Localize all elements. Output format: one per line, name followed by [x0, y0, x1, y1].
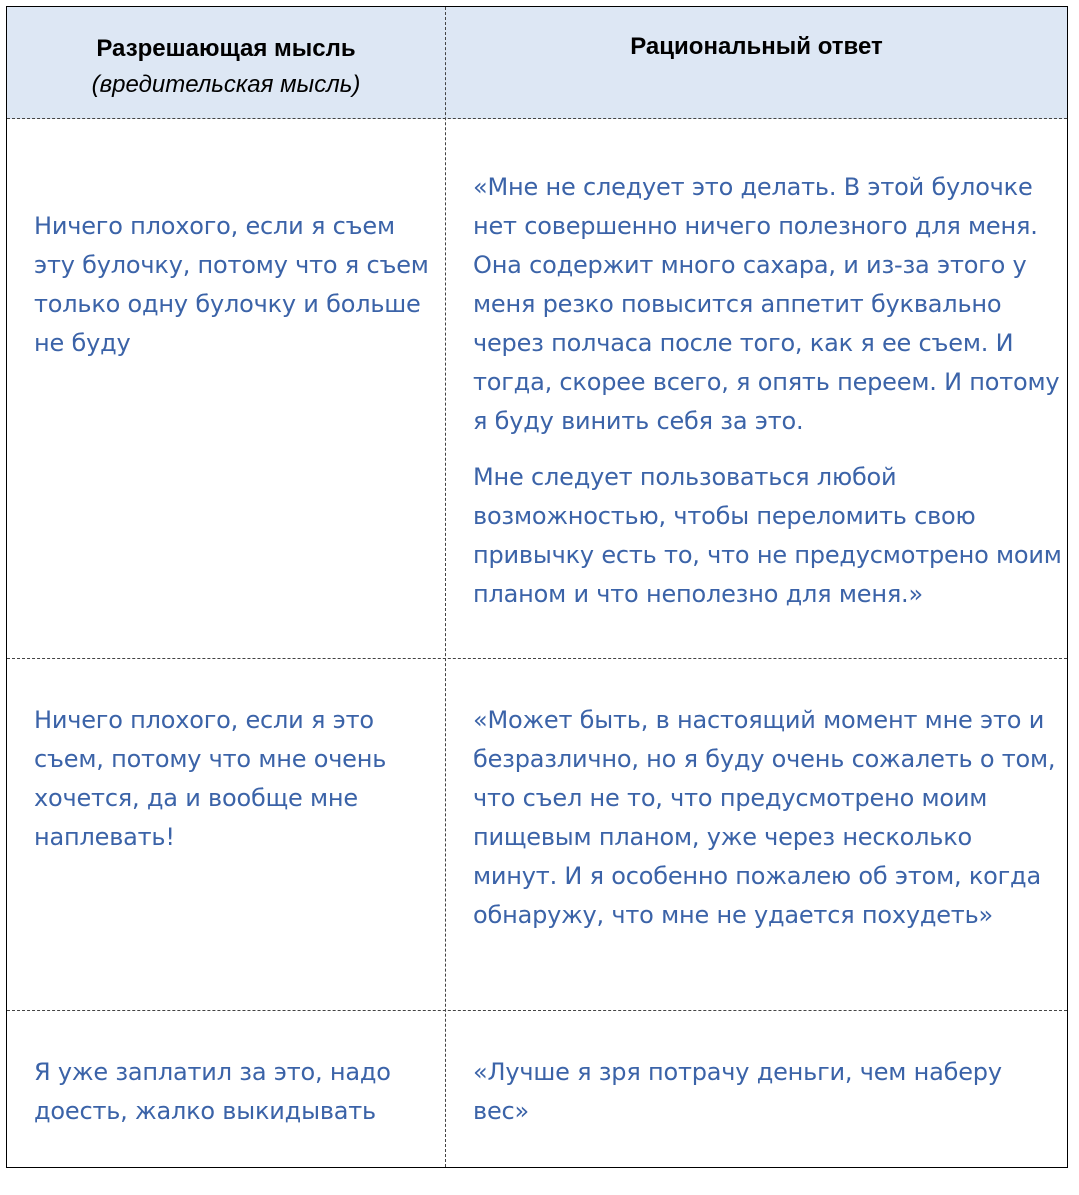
header-right-cell	[446, 7, 1067, 119]
header-left-cell	[7, 7, 445, 119]
header-right-title: Рациональный ответ	[630, 33, 883, 60]
response-paragraph: Мне следует пользоваться любой возможностью, чтобы переломить свою привычку есть то, что не предусмотрено моим планом и что неполезно для меня.»	[473, 463, 1062, 608]
thoughts-table	[6, 6, 1068, 1168]
response-paragraph: «Мне не следует это делать. В этой булочке нет совершенно ничего полезного для меня. Она содержит много сахара, и из-за этого у меня резко повысится аппетит буквально через полчаса после того, как я ее съем. И тогда, скорее всего, я опять переем. И потому я буду винить себя за это.	[473, 173, 1060, 435]
thought-cell: Я уже заплатил за это, надо доесть, жалко выкидывать	[34, 1058, 391, 1125]
table-row	[7, 119, 1067, 659]
thought-cell: Ничего плохого, если я съем эту булочку, потому что я съем только одну булочку и больше не буду	[34, 212, 429, 357]
table-row	[7, 659, 1067, 1011]
header-left-title: Разрешающая мысль	[96, 35, 356, 62]
response-paragraph: «Может быть, в настоящий момент мне это и безразлично, но я буду очень сожалеть о том, что съел не то, что предусмотрено моим пищевым планом, уже через несколько минут. И я особенно пожалею об этом, когда обнаружу, что мне не удается похудеть»	[473, 706, 1056, 929]
response-paragraph: «Лучше я зря потрачу деньги, чем наберу вес»	[473, 1058, 1002, 1125]
thought-cell: Ничего плохого, если я это съем, потому что мне очень хочется, да и вообще мне наплевать!	[34, 706, 387, 851]
header-left-subtitle: (вредительская мысль)	[91, 71, 361, 98]
table-row	[7, 1011, 1067, 1167]
table-header	[7, 7, 1067, 119]
response-cell	[473, 701, 1063, 935]
response-cell	[473, 168, 1063, 614]
response-cell	[473, 1053, 1063, 1131]
column-divider	[445, 7, 446, 1167]
